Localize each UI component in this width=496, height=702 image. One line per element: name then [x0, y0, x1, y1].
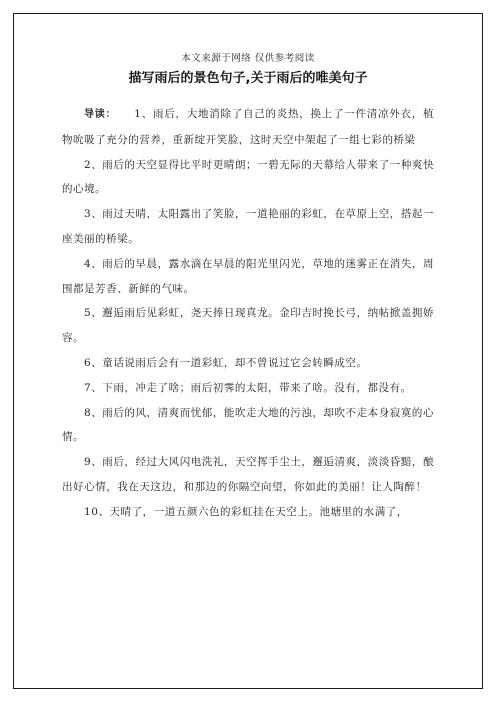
paragraph-7: 7、下雨，冲走了啥；雨后初霁的太阳，带来了啥。没有，都没有。 [84, 381, 412, 394]
paragraph-9: 9、雨后，经过大风闪电洗礼，天空挥手尘土，邂逅清爽，淡淡昏黯，酿出好心情，我在天这边，和那边的你隔空向望，你如此的美丽！让人陶醉！ [62, 456, 434, 493]
paragraph-text: 1、雨后，大地消除了自己的炎热，换上了一件清凉外衣，植物吮吸了充分的营养，重新绽开笑脸，这时天空中架起了一组七彩的桥梁 [62, 108, 435, 146]
document-title: 描写雨后的景色句子,关于雨后的唯美句子 [128, 71, 368, 86]
paragraph-3: 3、雨过天晴，太阳露出了笑脸，一道艳丽的彩虹，在草原上空，搭起一座美丽的桥梁。 [62, 208, 434, 245]
paragraph-10: 10、天晴了，一道五颜六色的彩虹挂在天空上。池塘里的水满了， [84, 505, 408, 518]
document-body [62, 102, 434, 525]
guide-label: 导读： [84, 109, 117, 120]
paragraph-5: 5、邂逅雨后见彩虹，尧天捧日现真龙。金印吉时挽长弓，纳帖掀盖拥娇容。 [62, 307, 434, 345]
paragraph-4: 4、雨后的早晨，露水滴在早晨的阳光里闪光，草地的迷雾正在消失，周围都是芳香、新鲜的气味。 [62, 257, 434, 295]
paragraph-6: 6、童话说雨后会有一道彩虹，却不曾说过它会转瞬成空。 [84, 356, 368, 369]
paragraph-1 [62, 102, 434, 153]
source-note: 本文来源于网络 仅供参考阅读 [181, 53, 315, 64]
paragraph-2: 2、雨后的天空显得比平时更晴朗；一碧无际的天幕给人带来了一种爽快的心境。 [62, 158, 434, 196]
paragraph-8: 8、雨后的风，清爽而忧郁，能吹走大地的污浊，却吹不走本身寂寞的心情。 [62, 406, 434, 444]
